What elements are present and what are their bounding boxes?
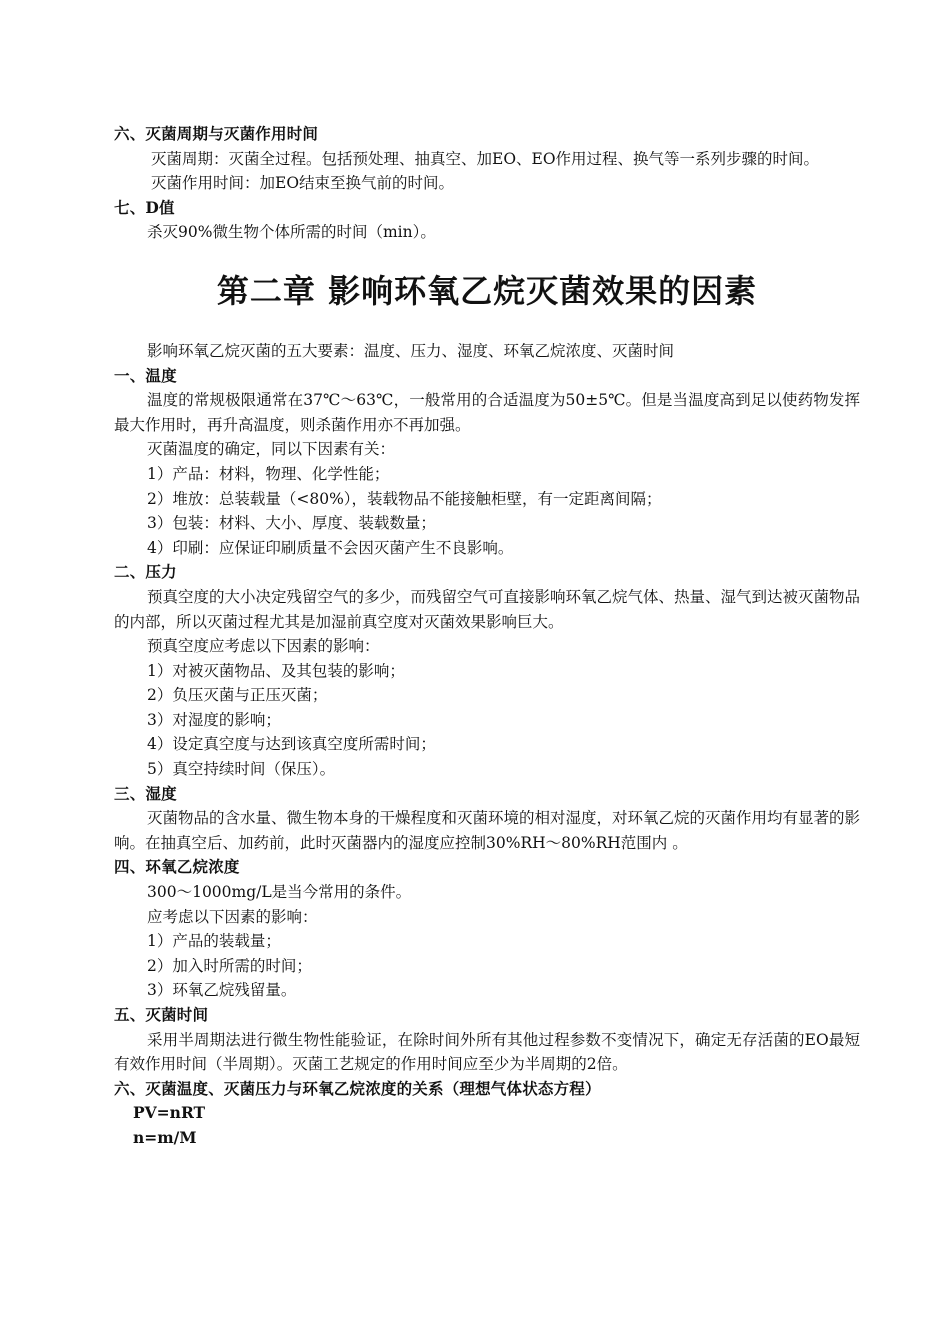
equation-moles: n=m/M bbox=[133, 1127, 197, 1147]
paragraph-cycle-definition: 灭菌周期：灭菌全过程。包括预处理、抽真空、加EO、EO作用过程、换气等一系列步骤的时间。 bbox=[151, 149, 820, 168]
document-page bbox=[114, 122, 860, 1151]
list-item: 1）产品的装载量； bbox=[147, 932, 281, 951]
paragraph-eo-concentration: 300～1000mg/L是当今常用的条件。 bbox=[147, 883, 412, 902]
list-item: 2）负压灭菌与正压灭菌； bbox=[147, 686, 328, 705]
list-item: 2）堆放：总装载量（<80%），装载物品不能接触柜壁，有一定距离间隔； bbox=[147, 489, 662, 508]
paragraph-temperature-factors: 灭菌温度的确定，同以下因素有关： bbox=[147, 440, 396, 459]
section-heading-gas-law: 六、灭菌温度、灭菌压力与环氧乙烷浓度的关系（理想气体状态方程） bbox=[114, 1078, 601, 1098]
section-heading-sterilization-cycle: 六、灭菌周期与灭菌作用时间 bbox=[114, 124, 319, 143]
section-heading-temperature: 一、温度 bbox=[114, 365, 177, 385]
list-item: 1）产品：材料，物理、化学性能； bbox=[147, 464, 390, 483]
list-item: 2）加入时所需的时间； bbox=[147, 956, 312, 975]
paragraph-action-time: 灭菌作用时间：加EO结束至换气前的时间。 bbox=[151, 174, 455, 193]
list-item: 4）设定真空度与达到该真空度所需时间； bbox=[147, 735, 436, 754]
paragraph-d-value: 杀灭90%微生物个体所需的时间（min）。 bbox=[147, 223, 436, 242]
list-item: 3）环氧乙烷残留量。 bbox=[147, 981, 297, 1000]
list-item: 5）真空持续时间（保压）。 bbox=[147, 760, 336, 779]
list-item: 1）对被灭菌物品、及其包装的影响； bbox=[147, 661, 405, 680]
paragraph-pressure-factors: 预真空度应考虑以下因素的影响： bbox=[147, 637, 380, 656]
section-heading-pressure: 二、压力 bbox=[114, 562, 177, 582]
chapter-title: 第二章 影响环氧乙烷灭菌效果的因素 bbox=[216, 271, 758, 310]
paragraph-humidity: 灭菌物品的含水量、微生物本身的干燥程度和灭菌环境的相对湿度，对环氧乙烷的灭菌作用均有显著的影响。在抽真空后、加药前，此时灭菌器内的湿度应控制30%RH～80%RH范围内 。 bbox=[114, 809, 861, 852]
list-item: 3）包装：材料、大小、厚度、装载数量； bbox=[147, 514, 436, 533]
paragraph-eo-factors: 应考虑以下因素的影响： bbox=[147, 907, 318, 926]
paragraph-pressure: 预真空度的大小决定残留空气的多少，而残留空气可直接影响环氧乙烷气体、热量、湿气到达被灭菌物品的内部，所以灭菌过程尤其是加湿前真空度对灭菌效果影响巨大。 bbox=[114, 587, 861, 631]
section-heading-humidity: 三、湿度 bbox=[114, 783, 177, 803]
paragraph-temperature: 温度的常规极限通常在37℃～63℃，一般常用的合适温度为50±5℃。但是当温度高到足以使药物发挥最大作用时，再升高温度，则杀菌作用亦不再加强。 bbox=[114, 391, 860, 434]
section-heading-d-value: 七、D值 bbox=[114, 197, 175, 217]
section-heading-eo-concentration: 四、环氧乙烷浓度 bbox=[114, 857, 240, 877]
paragraph-sterilization-time: 采用半周期法进行微生物性能验证，在除时间外所有其他过程参数不变情况下，确定无存活菌的EO最短有效作用时间（半周期）。灭菌工艺规定的作用时间应至少为半周期的2倍。 bbox=[114, 1030, 860, 1074]
list-item: 3）对湿度的影响； bbox=[147, 710, 281, 729]
list-item: 4）印刷：应保证印刷质量不会因灭菌产生不良影响。 bbox=[147, 538, 514, 557]
section-heading-sterilization-time: 五、灭菌时间 bbox=[114, 1005, 209, 1024]
equation-ideal-gas: PV=nRT bbox=[133, 1103, 206, 1123]
chapter-intro: 影响环氧乙烷灭菌的五大要素：温度、压力、湿度、环氧乙烷浓度、灭菌时间 bbox=[147, 341, 675, 360]
